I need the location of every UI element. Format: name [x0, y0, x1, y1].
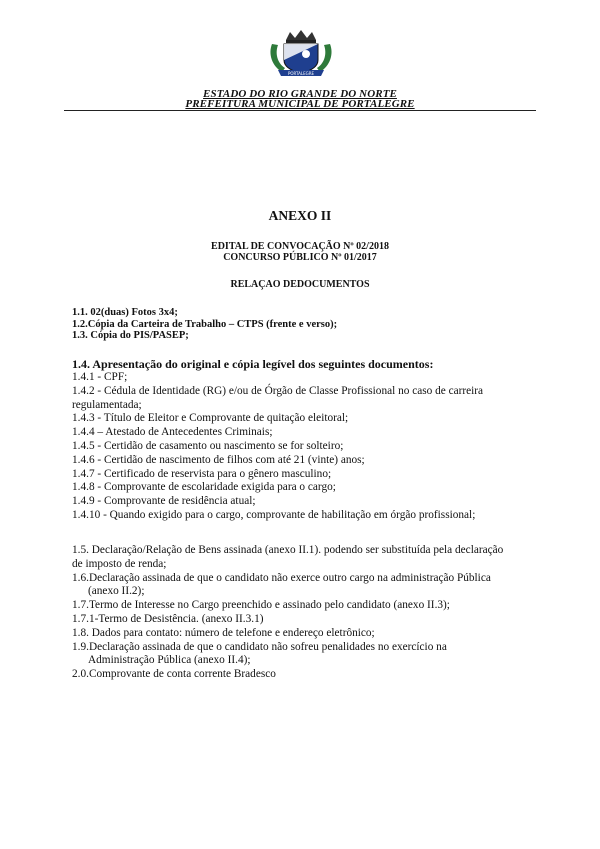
list-item: 1.5. Declaração/Relação de Bens assinada (anexo II.1). podendo ser substituída pela declaração: [72, 544, 504, 556]
header-state: ESTADO DO RIO GRANDE DO NORTE: [203, 88, 397, 100]
list-item: 1.7.Termo de Interesse no Cargo preenchido e assinado pelo candidato (anexo II.3);: [72, 599, 450, 612]
list-item: 1.4.10 - Quando exigido para o cargo, comprovante de habilitação em órgão profissional;: [72, 508, 476, 521]
list-item: 1.4.6 - Certidão de nascimento de filhos com até 21 (vinte) anos;: [72, 453, 365, 466]
subtitle-concurso: CONCURSO PÚBLICO Nº 01/2017: [223, 252, 377, 263]
list-item: regulamentada;: [72, 398, 142, 411]
list-item: 1.4.5 - Certidão de casamento ou nascimento se for solteiro;: [72, 439, 344, 452]
list-item: 1.7.1-Termo de Desistência. (anexo II.3.1): [72, 612, 264, 625]
header-prefeitura: PREFEITURA MUNICIPAL DE PORTALEGRE: [185, 98, 415, 110]
list-item: 1.9.Declaração assinada de que o candidato não sofreu penalidades no exercício na: [72, 640, 447, 653]
header-divider: [64, 110, 536, 111]
list-item: 1.4.1 - CPF;: [72, 371, 128, 383]
list-item: (anexo II.2);: [88, 585, 145, 598]
item-1-1: 1.1. 02(duas) Fotos 3x4;: [72, 307, 178, 318]
coat-of-arms-logo: [266, 30, 336, 78]
list-item: 1.6.Declaração assinada de que o candidato não exerce outro cargo na administração Pública: [72, 571, 491, 584]
list-item: 1.8. Dados para contato: número de telefone e endereço eletrônico;: [72, 626, 375, 639]
list-item: 1.4.4 – Atestado de Antecedentes Criminais;: [72, 426, 273, 439]
list-item: 1.4.2 - Cédula de Identidade (RG) e/ou de Órgão de Classe Profissional no caso de carreira: [72, 384, 484, 397]
list-item: 2.0.Comprovante de conta corrente Bradesco: [72, 668, 276, 681]
subtitle-edital: EDITAL DE CONVOCAÇÃO Nº 02/2018: [211, 241, 389, 252]
list-item: 1.4.3 - Título de Eleitor e Comprovante de quitação eleitoral;: [72, 412, 349, 425]
section-1-4-title: 1.4. Apresentação do original e cópia legível dos seguintes documentos:: [72, 357, 434, 371]
list-item: 1.4.7 - Certificado de reservista para o gênero masculino;: [72, 467, 332, 480]
subtitle-relacao: RELAÇAO DEDOCUMENTOS: [230, 279, 370, 290]
list-item: de imposto de renda;: [72, 557, 167, 570]
item-1-3: 1.3. Cópia do PIS/PASEP;: [72, 330, 189, 341]
page-title: ANEXO II: [268, 208, 332, 223]
list-item: Administração Pública (anexo II.4);: [88, 654, 251, 667]
section-1-5-list: [72, 544, 542, 682]
section-1-4-list: [72, 371, 542, 523]
list-item: 1.4.8 - Comprovante de escolaridade exigida para o cargo;: [72, 481, 336, 494]
items-top: [72, 307, 542, 342]
logo-ribbon-text: PORTALEGRE: [287, 71, 315, 76]
list-item: 1.4.9 - Comprovante de residência atual;: [72, 495, 256, 508]
item-1-2: 1.2.Cópia da Carteira de Trabalho – CTPS (frente e verso);: [72, 318, 338, 330]
